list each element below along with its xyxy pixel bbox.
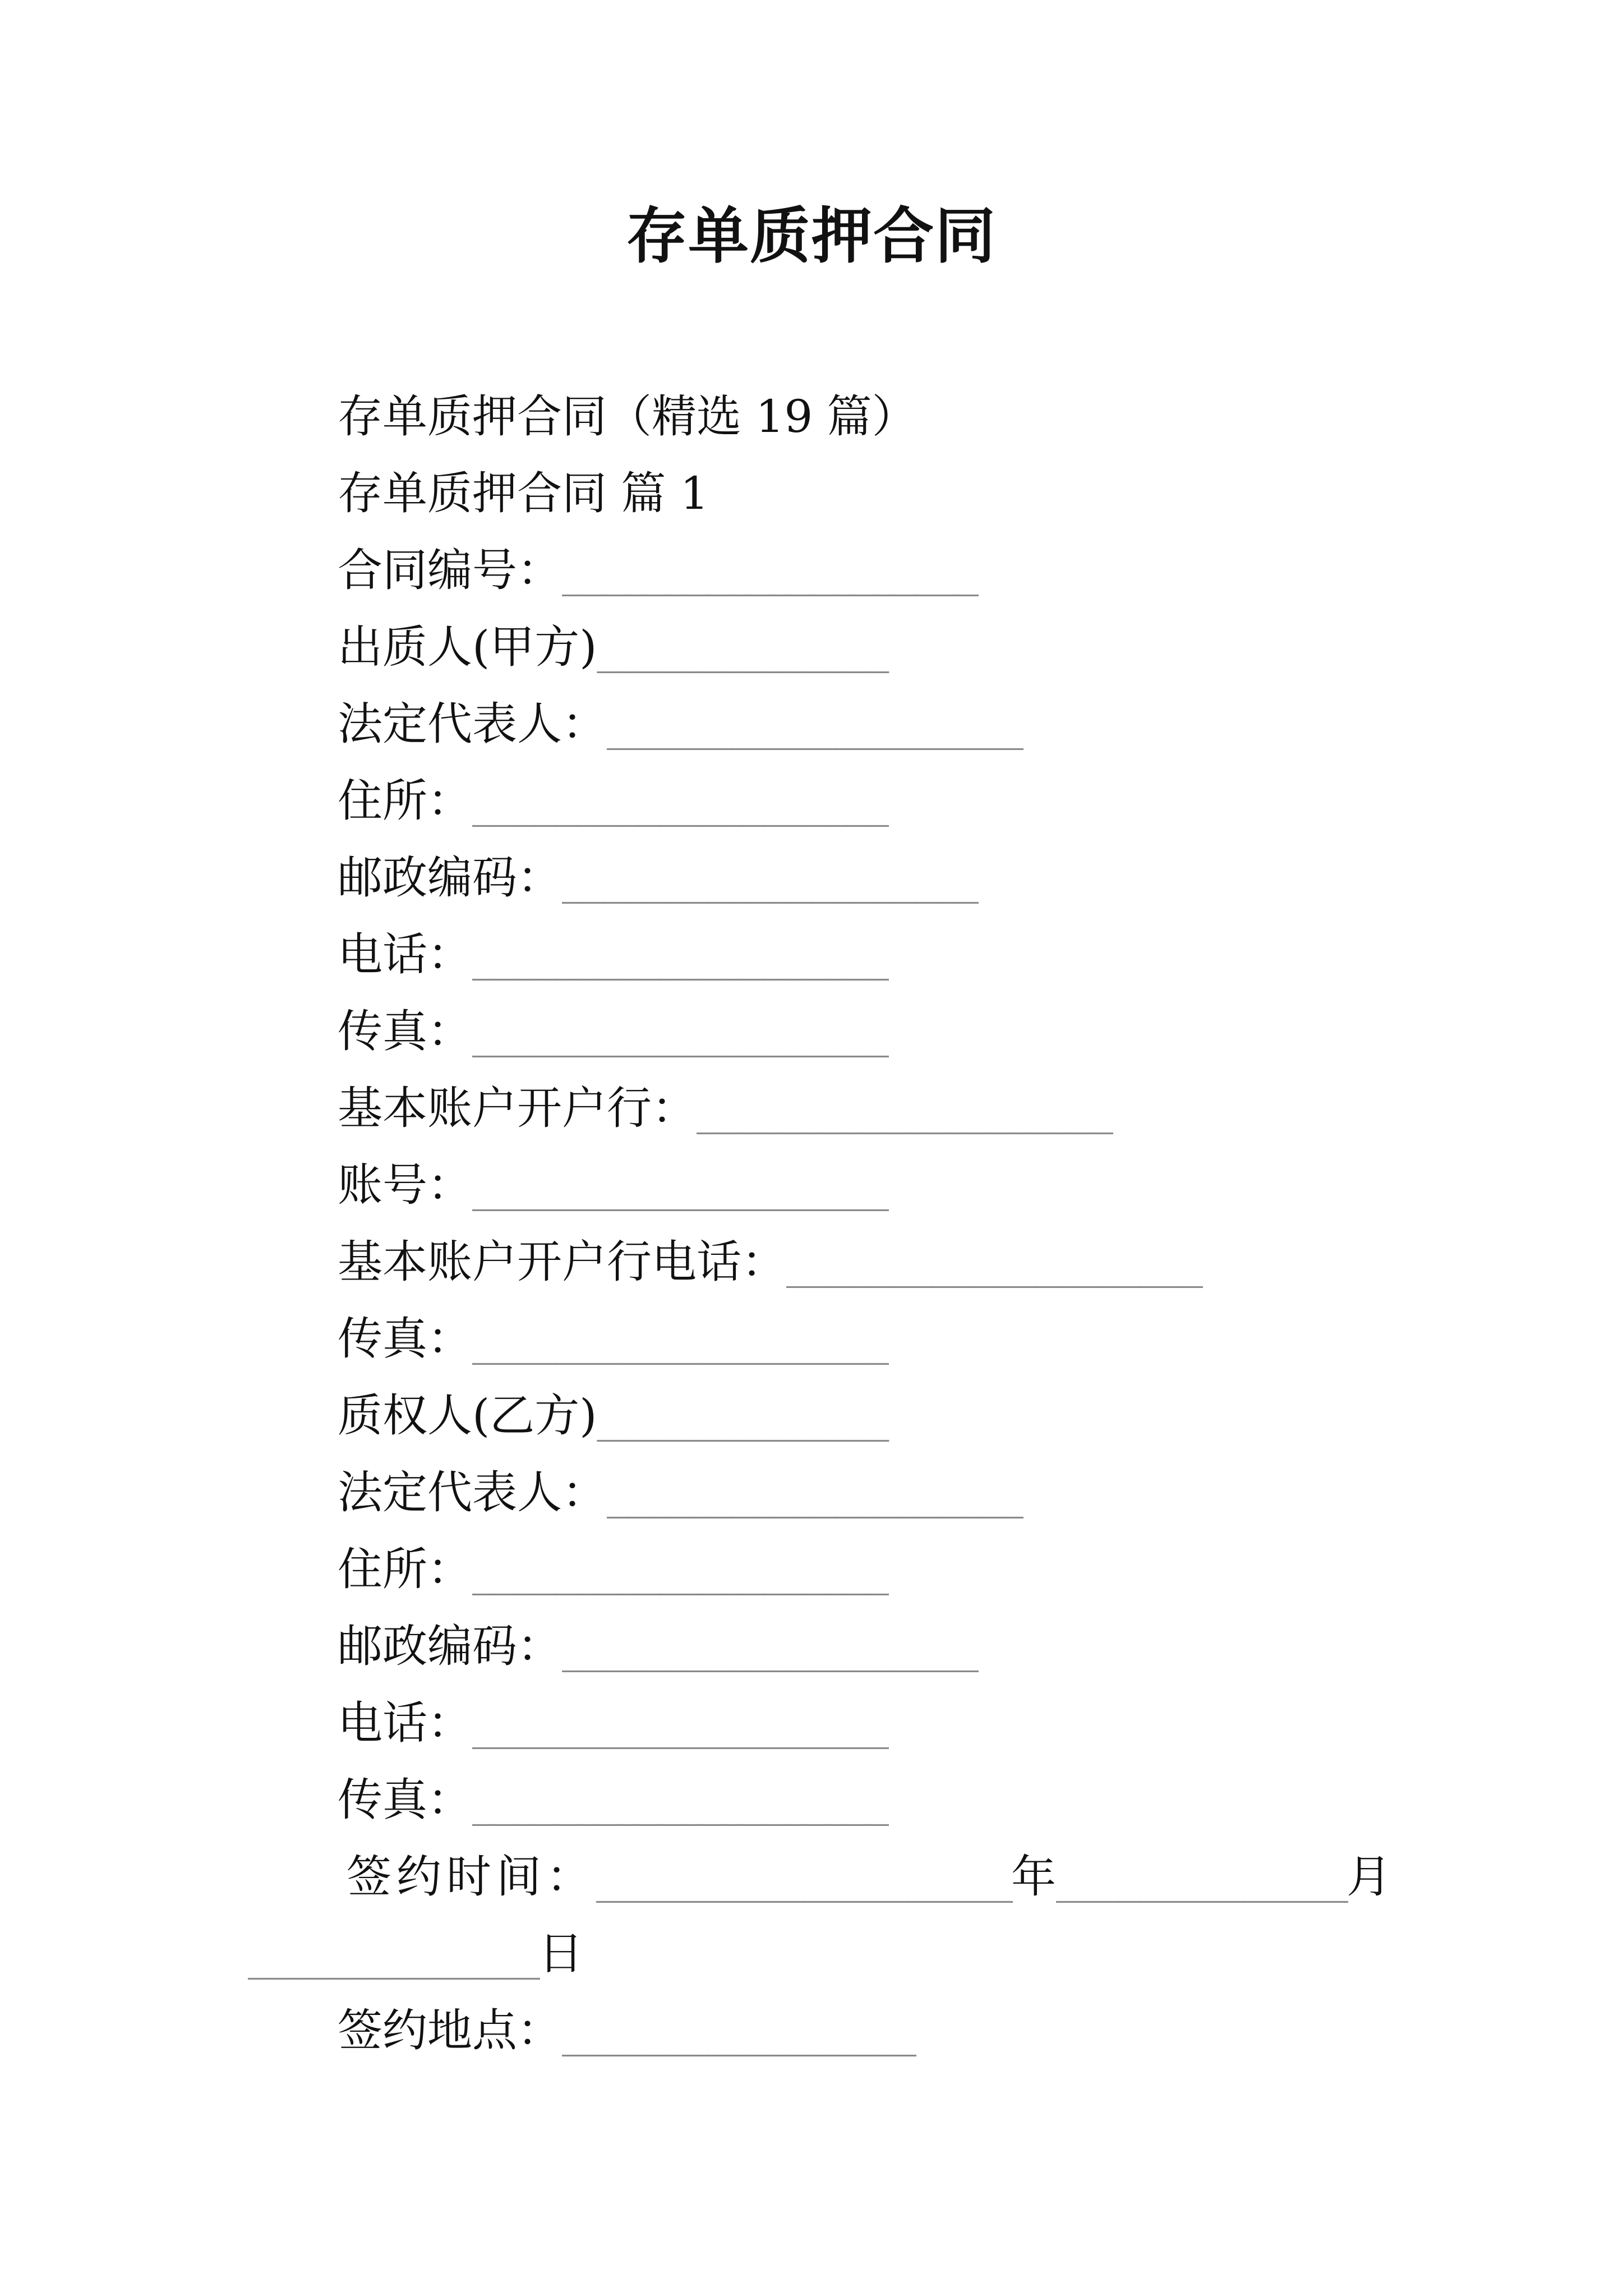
pledgor-phone-row xyxy=(248,916,1448,993)
field-blank: ______________ xyxy=(597,1389,888,1442)
pledgee-postcode-row xyxy=(248,1608,1448,1685)
field-label: 法定代表人： xyxy=(338,698,607,750)
field-blank: ____________________ xyxy=(786,1236,1201,1288)
field-blank: ______________ xyxy=(597,621,888,673)
field-label: 邮政编码： xyxy=(338,1620,562,1672)
pledgee-legal-rep-row xyxy=(248,1454,1448,1531)
field-blank: ____________________ xyxy=(562,852,977,904)
field-blank: ____________________ xyxy=(697,1082,1112,1134)
field-label: 基本账户开户行： xyxy=(338,1082,697,1134)
day-label: 日 xyxy=(538,1927,583,1980)
field-blank: ____________________ xyxy=(472,1543,887,1595)
document-body xyxy=(248,378,1448,2069)
field-blank: ____________________ xyxy=(472,1313,887,1365)
signing-day-blank: ______________ xyxy=(248,1927,538,1980)
field-label: 账号： xyxy=(338,1159,472,1211)
year-label: 年 xyxy=(1011,1851,1056,1903)
pledgor-address-row xyxy=(248,762,1448,839)
field-label: 传真： xyxy=(338,1313,472,1365)
field-blank: ____________________ xyxy=(607,1466,1022,1519)
signing-place-blank: _________________ xyxy=(562,2004,915,2056)
pledgor-bank-phone-row xyxy=(248,1223,1448,1300)
field-blank: ____________________ xyxy=(562,544,977,596)
pledgee-phone-row xyxy=(248,1685,1448,1761)
field-label: 质权人(乙方) xyxy=(338,1389,597,1442)
section-heading: 存单质押合同 篇 1 xyxy=(338,467,709,519)
field-label: 法定代表人： xyxy=(338,1466,607,1519)
field-label: 电话： xyxy=(338,1697,472,1749)
signing-time-label: 签约时间： xyxy=(347,1851,596,1903)
signing-year-blank: ____________________ xyxy=(596,1851,1011,1903)
signing-place-label: 签约地点： xyxy=(338,2004,562,2056)
field-blank: ____________________ xyxy=(472,1159,887,1211)
field-label: 合同编号： xyxy=(338,544,562,596)
signing-month-blank: ______________ xyxy=(1056,1851,1347,1903)
field-label: 邮政编码： xyxy=(338,852,562,904)
field-label: 住所： xyxy=(338,775,472,827)
field-blank: ____________________ xyxy=(562,1620,977,1672)
pledgor-bank-fax-row xyxy=(248,1300,1448,1377)
pledgee-row xyxy=(248,1377,1448,1454)
pledgor-postcode-row xyxy=(248,839,1448,916)
field-label: 基本账户开户行电话： xyxy=(338,1236,786,1288)
pledgor-legal-rep-row xyxy=(248,685,1448,762)
collection-title: 存单质押合同（精选 19 篇） xyxy=(338,390,917,443)
month-label: 月 xyxy=(1347,1851,1391,1903)
pledgee-address-row xyxy=(248,1531,1448,1608)
field-blank: ____________________ xyxy=(472,928,887,981)
pledgor-row xyxy=(248,609,1448,685)
field-blank: ____________________ xyxy=(472,1005,887,1057)
pledgor-account-row xyxy=(248,1147,1448,1223)
signing-time-row xyxy=(248,1838,1448,1915)
field-label: 住所： xyxy=(338,1543,472,1595)
field-label: 电话： xyxy=(338,928,472,981)
contract-number-row xyxy=(248,532,1448,609)
signing-time-row-continued xyxy=(248,1915,1448,1992)
field-blank: ____________________ xyxy=(607,698,1022,750)
pledgor-bank-row xyxy=(248,1070,1448,1147)
pledgor-fax-row xyxy=(248,993,1448,1070)
field-label: 传真： xyxy=(338,1774,472,1826)
signing-place-row xyxy=(248,1992,1448,2069)
field-label: 出质人(甲方) xyxy=(338,621,597,673)
pledgee-fax-row xyxy=(248,1761,1448,1838)
field-label: 传真： xyxy=(338,1005,472,1057)
field-blank: ____________________ xyxy=(472,1697,887,1749)
field-blank: ____________________ xyxy=(472,775,887,827)
field-blank: ____________________ xyxy=(472,1774,887,1826)
document-title: 存单质押合同 xyxy=(626,201,997,272)
